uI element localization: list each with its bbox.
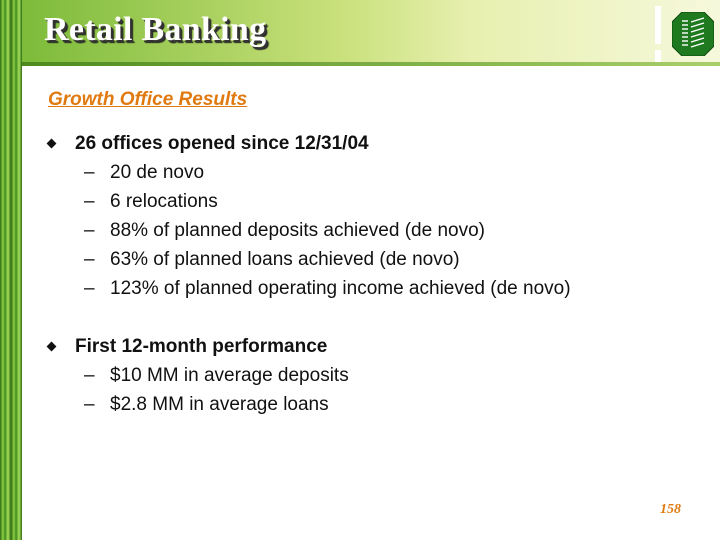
bullet-text: First 12-month performance: [75, 336, 328, 357]
sub-bullet-text: 88% of planned deposits achieved (de novo): [110, 220, 485, 241]
header-divider: [22, 62, 720, 66]
sub-bullet-text: 63% of planned loans achieved (de novo): [110, 249, 460, 270]
sub-bullet-text: 20 de novo: [110, 162, 205, 183]
slide-subtitle: Growth Office Results: [48, 89, 248, 110]
bank-logo-icon: [672, 12, 714, 56]
dash-marker: –: [84, 162, 95, 183]
page-number: 158: [660, 502, 681, 517]
dash-marker: –: [84, 191, 95, 212]
dash-marker: –: [84, 394, 95, 415]
left-decorative-bar: [0, 0, 22, 540]
sub-bullet-text: 123% of planned operating income achieved (de novo): [110, 278, 571, 299]
diamond-bullet-icon: [47, 342, 57, 352]
dash-marker: –: [84, 365, 95, 386]
dash-marker: –: [84, 278, 95, 299]
sub-bullet-text: $2.8 MM in average loans: [110, 394, 329, 415]
dash-marker: –: [84, 249, 95, 270]
dash-marker: –: [84, 220, 95, 241]
sub-bullet-text: 6 relocations: [110, 191, 218, 212]
slide-title: Retail Banking: [44, 11, 267, 48]
bullet-text: 26 offices opened since 12/31/04: [75, 133, 369, 154]
diamond-bullet-icon: [47, 139, 57, 149]
header-accent-bars: [655, 6, 663, 58]
sub-bullet-text: $10 MM in average deposits: [110, 365, 349, 386]
